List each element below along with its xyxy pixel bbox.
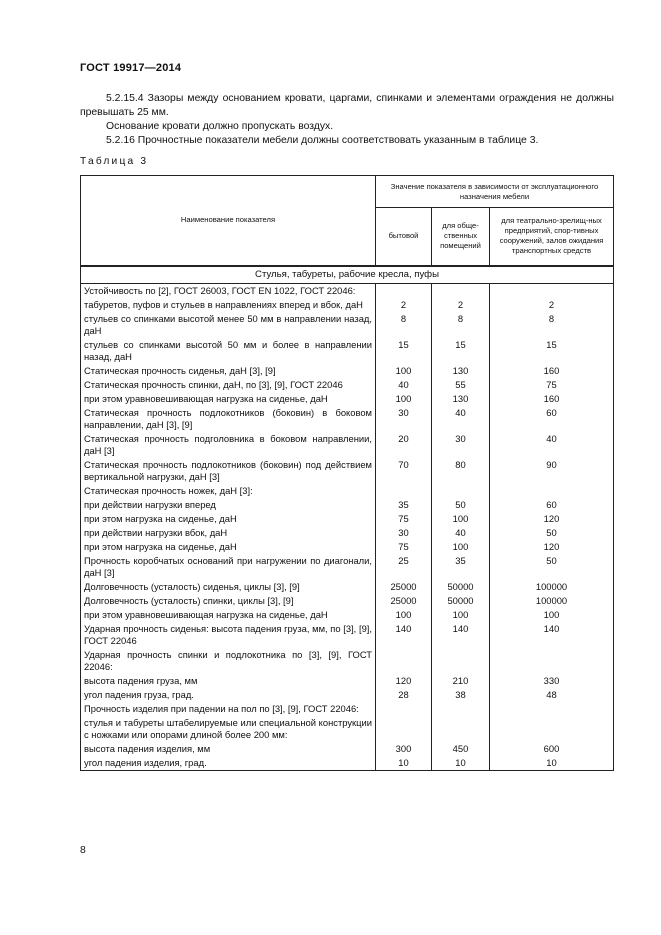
indicator-name: Статическая прочность сиденья, даН [3], [9] xyxy=(81,364,376,378)
strength-table xyxy=(80,175,614,771)
value-theatre: 15 xyxy=(490,338,614,364)
table-row xyxy=(81,554,614,580)
value-theatre: 90 xyxy=(490,458,614,484)
indicator-name: Статическая прочность ножек, даН [3]: xyxy=(81,484,376,498)
value-public: 210 xyxy=(432,674,490,688)
table-row xyxy=(81,406,614,432)
value-theatre xyxy=(490,283,614,298)
value-theatre: 160 xyxy=(490,364,614,378)
indicator-name: Долговечность (усталость) сиденья, циклы [3], [9] xyxy=(81,580,376,594)
table-row xyxy=(81,608,614,622)
value-public xyxy=(432,484,490,498)
header-col-household: бытовой xyxy=(376,208,432,266)
table-row xyxy=(81,622,614,648)
value-theatre: 50 xyxy=(490,526,614,540)
paragraph-5-2-16: 5.2.16 Прочностные показатели мебели должны соответствовать указанным в таблице 3. xyxy=(106,135,539,146)
value-public: 40 xyxy=(432,406,490,432)
table-row xyxy=(81,283,614,298)
page-number: 8 xyxy=(80,845,86,856)
value-theatre: 160 xyxy=(490,392,614,406)
table-row xyxy=(81,364,614,378)
table-row xyxy=(81,312,614,338)
value-public xyxy=(432,716,490,742)
value-public: 450 xyxy=(432,742,490,756)
indicator-name: высота падения изделия, мм xyxy=(81,742,376,756)
value-household: 2 xyxy=(376,298,432,312)
indicator-name: Устойчивость по [2], ГОСТ 26003, ГОСТ EN 1022, ГОСТ 22046: xyxy=(81,283,376,298)
value-theatre: 60 xyxy=(490,406,614,432)
value-household: 25000 xyxy=(376,580,432,594)
value-public xyxy=(432,702,490,716)
value-theatre xyxy=(490,484,614,498)
header-name: Наименование показателя xyxy=(81,176,376,266)
value-public xyxy=(432,283,490,298)
header-group: Значение показателя в зависимости от эксплуатационного назначения мебели xyxy=(376,176,614,208)
paragraph-air: Основание кровати должно пропускать воздух. xyxy=(106,121,334,132)
value-public: 35 xyxy=(432,554,490,580)
indicator-name: Статическая прочность подлокотников (боковин) под действием вертикальной нагрузки, даН [3] xyxy=(81,458,376,484)
value-household xyxy=(376,283,432,298)
table-row xyxy=(81,392,614,406)
table-row xyxy=(81,540,614,554)
value-public: 140 xyxy=(432,622,490,648)
value-household: 70 xyxy=(376,458,432,484)
value-public xyxy=(432,648,490,674)
value-theatre: 8 xyxy=(490,312,614,338)
table-row xyxy=(81,688,614,702)
table-row xyxy=(81,742,614,756)
indicator-name: при этом уравновешивающая нагрузка на сиденье, даН xyxy=(81,392,376,406)
value-theatre: 100000 xyxy=(490,594,614,608)
header-col-theatre: для театрально-зрелищ-ных предприятий, спор-тивных сооружений, залов ожидания транспортных средств xyxy=(490,208,614,266)
table-row xyxy=(81,432,614,458)
table-row xyxy=(81,458,614,484)
indicator-name: при этом нагрузка на сиденье, даН xyxy=(81,512,376,526)
value-household: 30 xyxy=(376,406,432,432)
value-theatre: 40 xyxy=(490,432,614,458)
indicator-name: стульев со спинками высотой менее 50 мм в направлении назад, даН xyxy=(81,312,376,338)
value-theatre: 10 xyxy=(490,756,614,771)
value-household: 100 xyxy=(376,608,432,622)
value-public: 100 xyxy=(432,512,490,526)
indicator-name: Долговечность (усталость) спинки, циклы [3], [9] xyxy=(81,594,376,608)
value-public: 30 xyxy=(432,432,490,458)
indicator-name: при этом уравновешивающая нагрузка на сиденье, даН xyxy=(81,608,376,622)
indicator-name: высота падения груза, мм xyxy=(81,674,376,688)
table-row xyxy=(81,756,614,771)
table-row xyxy=(81,594,614,608)
value-public: 40 xyxy=(432,526,490,540)
value-household: 120 xyxy=(376,674,432,688)
value-household: 40 xyxy=(376,378,432,392)
value-public: 130 xyxy=(432,364,490,378)
value-theatre: 60 xyxy=(490,498,614,512)
indicator-name: угол падения изделия, град. xyxy=(81,756,376,771)
value-household xyxy=(376,484,432,498)
value-household: 35 xyxy=(376,498,432,512)
indicator-name: Ударная прочность спинки и подлокотника по [3], [9], ГОСТ 22046: xyxy=(81,648,376,674)
value-theatre xyxy=(490,648,614,674)
indicator-name: Статическая прочность подлокотников (боковин) в боковом направлении, даН [3], [9] xyxy=(81,406,376,432)
table-row xyxy=(81,674,614,688)
table-row xyxy=(81,648,614,674)
value-theatre: 48 xyxy=(490,688,614,702)
table-row xyxy=(81,498,614,512)
value-public: 50000 xyxy=(432,594,490,608)
value-household: 100 xyxy=(376,392,432,406)
table-row xyxy=(81,580,614,594)
indicator-name: при этом нагрузка на сиденье, даН xyxy=(81,540,376,554)
table-row xyxy=(81,512,614,526)
indicator-name: табуретов, пуфов и стульев в направлениях вперед и вбок, даН xyxy=(81,298,376,312)
value-household xyxy=(376,648,432,674)
value-household xyxy=(376,716,432,742)
indicator-name: при действии нагрузки вбок, даН xyxy=(81,526,376,540)
value-theatre: 140 xyxy=(490,622,614,648)
indicator-name: Статическая прочность подголовника в боковом направлении, даН [3] xyxy=(81,432,376,458)
value-public: 15 xyxy=(432,338,490,364)
value-household xyxy=(376,702,432,716)
value-public: 38 xyxy=(432,688,490,702)
table-row xyxy=(81,338,614,364)
table-caption: Таблица 3 xyxy=(80,156,149,167)
value-household: 25000 xyxy=(376,594,432,608)
indicator-name: Прочность изделия при падении на пол по [3], [9], ГОСТ 22046: xyxy=(81,702,376,716)
value-household: 75 xyxy=(376,512,432,526)
indicator-name: Ударная прочность сиденья: высота падения груза, мм, по [3], [9], ГОСТ 22046 xyxy=(81,622,376,648)
table-row xyxy=(81,378,614,392)
paragraph-5-2-15-4: 5.2.15.4 Зазоры между основанием кровати, царгами, спинками и элементами ограждения не должны превышать 25 мм. xyxy=(80,93,614,118)
value-theatre xyxy=(490,716,614,742)
table-row xyxy=(81,526,614,540)
indicator-name: угол падения груза, град. xyxy=(81,688,376,702)
value-theatre: 50 xyxy=(490,554,614,580)
indicator-name: стулья и табуреты штабелируемые или специальной конструкции с ножками или опорами длиной более 200 мм: xyxy=(81,716,376,742)
value-household: 100 xyxy=(376,364,432,378)
header-col-public: для обще-ственных помещений xyxy=(432,208,490,266)
table-body xyxy=(81,266,614,771)
indicator-name: при действии нагрузки вперед xyxy=(81,498,376,512)
value-public: 100 xyxy=(432,608,490,622)
indicator-name: стульев со спинками высотой 50 мм и более в направлении назад, даН xyxy=(81,338,376,364)
value-public: 130 xyxy=(432,392,490,406)
value-theatre: 100000 xyxy=(490,580,614,594)
value-theatre: 120 xyxy=(490,540,614,554)
indicator-name: Статическая прочность спинки, даН, по [3], [9], ГОСТ 22046 xyxy=(81,378,376,392)
value-household: 30 xyxy=(376,526,432,540)
value-theatre: 100 xyxy=(490,608,614,622)
value-public: 2 xyxy=(432,298,490,312)
value-theatre: 120 xyxy=(490,512,614,526)
value-public: 8 xyxy=(432,312,490,338)
table-row xyxy=(81,298,614,312)
value-household: 15 xyxy=(376,338,432,364)
value-household: 75 xyxy=(376,540,432,554)
value-public: 100 xyxy=(432,540,490,554)
value-theatre: 330 xyxy=(490,674,614,688)
value-public: 50 xyxy=(432,498,490,512)
value-public: 55 xyxy=(432,378,490,392)
value-household: 25 xyxy=(376,554,432,580)
value-theatre: 600 xyxy=(490,742,614,756)
value-theatre: 75 xyxy=(490,378,614,392)
value-public: 50000 xyxy=(432,580,490,594)
value-theatre: 2 xyxy=(490,298,614,312)
value-household: 10 xyxy=(376,756,432,771)
table-row xyxy=(81,702,614,716)
document-header: ГОСТ 19917—2014 xyxy=(80,62,182,74)
value-household: 20 xyxy=(376,432,432,458)
value-household: 8 xyxy=(376,312,432,338)
value-household: 28 xyxy=(376,688,432,702)
table-row xyxy=(81,484,614,498)
value-public: 10 xyxy=(432,756,490,771)
value-public: 80 xyxy=(432,458,490,484)
indicator-name: Прочность коробчатых оснований при нагружении по диагонали, даН [3] xyxy=(81,554,376,580)
value-theatre xyxy=(490,702,614,716)
value-household: 140 xyxy=(376,622,432,648)
section-title: Стулья, табуреты, рабочие кресла, пуфы xyxy=(81,266,614,284)
value-household: 300 xyxy=(376,742,432,756)
table-row xyxy=(81,716,614,742)
